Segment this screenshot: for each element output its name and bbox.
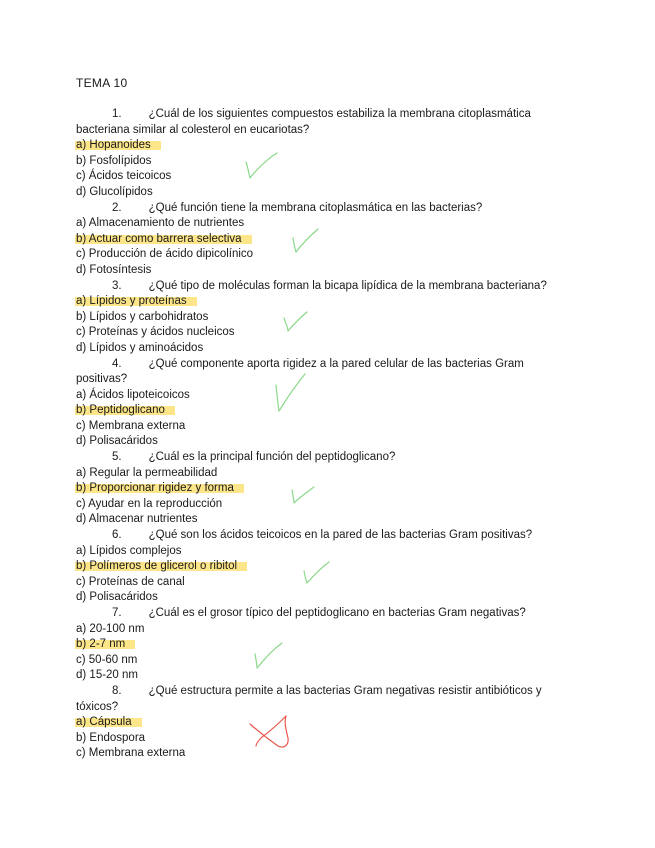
question-4: [76, 357, 576, 451]
question-1-line-1: [76, 107, 576, 123]
question-5: [76, 450, 576, 528]
option-b: b) Peptidoglicano: [76, 403, 576, 419]
option-b: b) Proporcionar rigidez y forma: [76, 481, 576, 497]
option-d: d) Glucolípidos: [76, 185, 153, 198]
question-number: 4.: [112, 357, 122, 370]
question-6-line-1: [76, 528, 576, 544]
option-b: b) Actuar como barrera selectiva: [76, 232, 576, 248]
option-d: d) Fotosíntesis: [76, 263, 152, 276]
option-c: c) Membrana externa: [76, 419, 186, 432]
question-2: [76, 201, 576, 279]
question-7-line-1: [76, 606, 576, 622]
option-b: b) Polímeros de glicerol o ribitol: [76, 559, 576, 575]
question-8-line-2: tóxicos?: [76, 700, 119, 713]
question-7: [76, 606, 576, 684]
question-text: ¿Qué tipo de moléculas forman la bicapa lipídica de la membrana bacteriana?: [148, 279, 547, 292]
option-b: b) 2-7 nm: [76, 637, 576, 653]
question-3-line-1: [76, 279, 576, 295]
question-number: 5.: [112, 451, 122, 464]
question-2-line-1: [76, 201, 576, 217]
question-8: [76, 684, 576, 762]
question-number: 1.: [112, 108, 122, 120]
option-a: a) Ácidos lipoteicoicos: [76, 388, 190, 401]
question-text: ¿Qué son los ácidos teicoicos en la pared de las bacterias Gram positivas?: [148, 529, 533, 542]
question-text: ¿Cuál es la principal función del peptidoglicano?: [148, 451, 396, 464]
question-number: 2.: [112, 201, 122, 214]
question-text: ¿Qué función tiene la membrana citoplasmática en las bacterias?: [148, 201, 483, 214]
option-d: d) Almacenar nutrientes: [76, 513, 198, 526]
question-8-line-1: [76, 684, 576, 700]
option-a: a) Regular la permeabilidad: [76, 466, 218, 479]
option-c: c) Ayudar en la reproducción: [76, 497, 223, 510]
option-a: a) 20-100 nm: [76, 622, 145, 635]
option-c: c) Ácidos teicoicos: [76, 170, 172, 183]
question-text: ¿Qué componente aporta rigidez a la pared celular de las bacterias Gram: [148, 357, 524, 370]
option-c: c) Proteínas y ácidos nucleicos: [76, 326, 235, 339]
option-c: c) 50-60 nm: [76, 653, 138, 666]
option-c: c) Producción de ácido dipicolínico: [76, 248, 254, 261]
question-3: [76, 279, 576, 357]
question-5-line-1: [76, 450, 576, 466]
question-4-line-2: positivas?: [76, 373, 128, 386]
option-b: b) Fosfolípidos: [76, 154, 152, 167]
option-a: a) Cápsula: [76, 715, 576, 731]
option-a: a) Hopanoides: [76, 138, 576, 154]
option-d: d) Polisacáridos: [76, 591, 158, 604]
question-number: 6.: [112, 529, 122, 542]
question-number: 7.: [112, 607, 122, 619]
option-a: a) Almacenamiento de nutrientes: [76, 217, 245, 230]
question-1: [76, 107, 576, 201]
question-text: ¿Qué estructura permite a las bacterias Gram negativas resistir antibióticos y: [148, 684, 542, 697]
question-list: [76, 107, 576, 762]
document-title: TEMA 10: [76, 76, 128, 90]
question-6: [76, 528, 576, 606]
option-b: b) Endospora: [76, 731, 146, 744]
option-d: d) Lípidos y aminoácidos: [76, 341, 204, 354]
option-c: c) Membrana externa: [76, 747, 186, 760]
option-a: a) Lípidos y proteínas: [76, 294, 576, 310]
question-text: ¿Cuál es el grosor típico del peptidoglicano en bacterias Gram negativas?: [148, 607, 526, 619]
question-number: 8.: [112, 684, 122, 697]
question-text: ¿Cuál de los siguientes compuestos estabiliza la membrana citoplasmática: [148, 108, 531, 120]
option-a: a) Lípidos complejos: [76, 544, 182, 557]
option-b: b) Lípidos y carbohidratos: [76, 310, 209, 323]
option-d: d) Polisacáridos: [76, 435, 158, 448]
option-d: d) 15-20 nm: [76, 669, 139, 682]
option-c: c) Proteínas de canal: [76, 575, 185, 588]
question-number: 3.: [112, 279, 122, 292]
question-4-line-1: [76, 357, 576, 373]
question-1-line-2: bacteriana similar al colesterol en eucariotas?: [76, 123, 310, 136]
